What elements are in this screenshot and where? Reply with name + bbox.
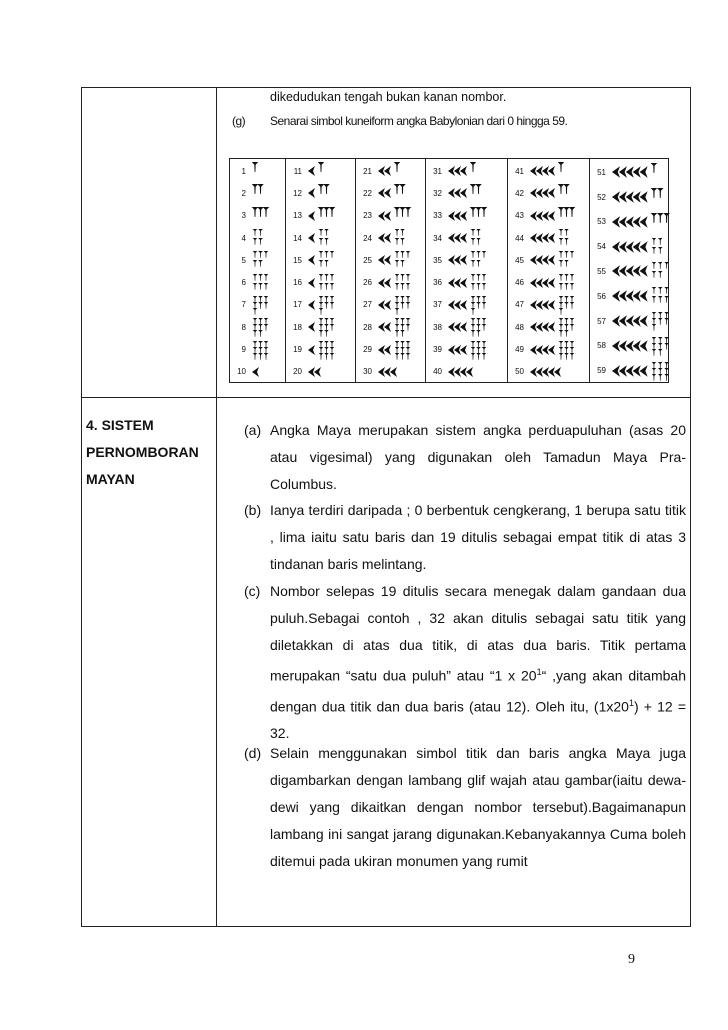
item-b-text: Ianya terdiri daripada ; 0 berbentuk cengkerang, 1 berupa satu titik , lima iaitu satu baris dan 19 ditulis sebagai empat titik di atas 3 tindanan baris melintang. — [270, 502, 686, 572]
cuneiform-cell — [426, 182, 491, 204]
item-g — [232, 114, 567, 128]
cuneiform-glyph-icon — [250, 362, 269, 382]
cuneiform-cell — [286, 272, 343, 294]
cuneiform-number: 46 — [515, 278, 524, 288]
cuneiform-number: 5 — [241, 255, 246, 265]
cuneiform-number: 4 — [241, 233, 246, 243]
cuneiform-cell — [590, 309, 683, 334]
item-d-label: (d) — [244, 745, 262, 761]
cuneiform-cell — [286, 361, 332, 383]
cuneiform-glyph-icon — [610, 187, 676, 207]
row-divider — [81, 397, 691, 398]
cuneiform-glyph-icon — [446, 206, 497, 226]
cuneiform-number: 45 — [515, 255, 524, 265]
cuneiform-glyph-icon — [610, 261, 683, 281]
section-title-line: 4. SISTEM — [86, 417, 154, 433]
cuneiform-number: 29 — [363, 345, 372, 355]
cuneiform-cell — [590, 160, 669, 185]
item-d-text: Selain menggunakan simbol titik dan baris angka Maya juga digambarkan dengan lambang glif wajah atau gambar(iaitu dewa-dewi yang dikaitkan dengan nombor tersebut).Bagaimanapun lambang ini sangat jarang digunakan.Kebanyakannya Cuma boleh ditemui pada ukiran monumen yang rumit — [270, 745, 686, 869]
cuneiform-glyph-icon — [376, 183, 414, 203]
cuneiform-number: 6 — [241, 278, 246, 288]
cuneiform-number: 38 — [433, 322, 442, 332]
cuneiform-glyph-icon — [376, 161, 408, 181]
cuneiform-number: 12 — [293, 188, 302, 198]
cuneiform-number: 15 — [293, 255, 302, 265]
cuneiform-glyph-icon — [306, 161, 331, 181]
cuneiform-number: 1 — [241, 166, 246, 176]
cuneiform-cell — [426, 316, 497, 338]
cuneiform-glyph-icon — [446, 362, 486, 382]
cuneiform-number: 59 — [597, 366, 606, 376]
cuneiform-cell — [356, 227, 420, 249]
cuneiform-glyph-icon — [306, 183, 337, 203]
cuneiform-glyph-icon — [306, 250, 343, 270]
column-divider — [216, 87, 217, 927]
item-c-text-3: ) + 12 = 32. — [270, 698, 687, 742]
cuneiform-number: 53 — [597, 217, 606, 227]
section-title-line: PERNOMBORAN — [86, 444, 199, 460]
cuneiform-cell — [590, 234, 683, 259]
cuneiform-cell — [590, 210, 683, 235]
cuneiform-number: 21 — [363, 166, 372, 176]
cuneiform-glyph-icon — [250, 317, 280, 337]
cuneiform-glyph-icon — [610, 286, 683, 306]
item-g-label: (g) — [232, 114, 246, 128]
cuneiform-cell — [286, 294, 343, 316]
cuneiform-glyph-icon — [446, 161, 485, 181]
cuneiform-cell — [230, 272, 280, 294]
cuneiform-cell — [426, 294, 497, 316]
cuneiform-number: 48 — [515, 322, 524, 332]
cuneiform-number: 16 — [293, 278, 302, 288]
item-a-text: Angka Maya merupakan sistem angka perduapuluhan (asas 20 atau vigesimal) yang digunakan oleh Tamadun Maya Pra-Columbus. — [270, 422, 686, 492]
cuneiform-number: 3 — [241, 211, 246, 221]
cuneiform-glyph-icon — [528, 228, 586, 248]
cuneiform-column — [230, 159, 286, 382]
cuneiform-cell — [508, 205, 586, 227]
cuneiform-cell — [230, 249, 280, 271]
cuneiform-cell — [508, 182, 580, 204]
item-c — [244, 578, 686, 747]
section-title-line: MAYAN — [86, 471, 135, 487]
cuneiform-cell — [508, 160, 574, 182]
cuneiform-cell — [230, 316, 280, 338]
cuneiform-number: 2 — [241, 188, 246, 198]
item-c-text — [270, 578, 686, 747]
cuneiform-cell — [356, 338, 420, 360]
cuneiform-number: 23 — [363, 211, 372, 221]
cuneiform-cell — [426, 338, 497, 360]
cuneiform-number: 47 — [515, 300, 524, 310]
cuneiform-cell — [426, 227, 497, 249]
cuneiform-cell — [426, 249, 497, 271]
cuneiform-number: 51 — [597, 167, 606, 177]
cuneiform-glyph-icon — [446, 295, 497, 315]
item-c-base: 20 — [521, 667, 537, 684]
cuneiform-cell — [230, 205, 280, 227]
cuneiform-cell — [286, 205, 343, 227]
cuneiform-glyph-icon — [610, 361, 683, 381]
cuneiform-glyph-icon — [376, 295, 420, 315]
cuneiform-number: 14 — [293, 233, 302, 243]
cuneiform-cell — [286, 182, 337, 204]
cuneiform-glyph-icon — [250, 340, 280, 360]
item-a — [244, 417, 686, 498]
cuneiform-cell — [426, 361, 486, 383]
cuneiform-cell — [230, 160, 268, 182]
cuneiform-number: 18 — [293, 322, 302, 332]
cuneiform-number: 19 — [293, 345, 302, 355]
cuneiform-glyph-icon — [376, 340, 420, 360]
item-c-base-2: 20 — [613, 698, 629, 715]
cuneiform-cell — [590, 284, 683, 309]
cuneiform-cell — [508, 294, 586, 316]
item-b — [244, 497, 686, 578]
cuneiform-number: 28 — [363, 322, 372, 332]
cuneiform-glyph-icon — [528, 250, 586, 270]
cuneiform-number: 58 — [597, 341, 606, 351]
cuneiform-number: 55 — [597, 266, 606, 276]
cuneiform-table — [229, 158, 669, 383]
cuneiform-number: 44 — [515, 233, 524, 243]
cuneiform-number: 22 — [363, 188, 372, 198]
cuneiform-number: 33 — [433, 211, 442, 221]
cuneiform-glyph-icon — [306, 295, 343, 315]
cuneiform-glyph-icon — [376, 228, 420, 248]
item-c-label: (c) — [244, 583, 261, 599]
cuneiform-cell — [286, 249, 343, 271]
cuneiform-number: 20 — [293, 367, 302, 377]
cuneiform-glyph-icon — [250, 161, 268, 181]
cuneiform-cell — [286, 338, 343, 360]
cuneiform-cell — [230, 182, 274, 204]
cuneiform-glyph-icon — [376, 362, 409, 382]
cuneiform-cell — [426, 205, 497, 227]
cuneiform-glyph-icon — [250, 206, 280, 226]
cuneiform-cell — [508, 227, 586, 249]
cuneiform-cell — [508, 272, 586, 294]
cuneiform-glyph-icon — [250, 228, 280, 248]
cuneiform-glyph-icon — [528, 317, 586, 337]
cuneiform-glyph-icon — [376, 317, 420, 337]
cuneiform-glyph-icon — [610, 162, 669, 182]
cuneiform-number: 26 — [363, 278, 372, 288]
page-number: 9 — [628, 952, 635, 967]
cuneiform-glyph-icon — [446, 317, 497, 337]
cuneiform-cell — [590, 185, 676, 210]
cuneiform-cell — [356, 160, 408, 182]
item-c-exponent-2: 1 — [628, 697, 634, 708]
cuneiform-number: 32 — [433, 188, 442, 198]
cuneiform-glyph-icon — [528, 362, 575, 382]
cuneiform-number: 34 — [433, 233, 442, 243]
cuneiform-glyph-icon — [528, 161, 574, 181]
cuneiform-glyph-icon — [306, 228, 343, 248]
cuneiform-number: 41 — [515, 166, 524, 176]
cuneiform-glyph-icon — [610, 336, 683, 356]
cuneiform-glyph-icon — [376, 250, 420, 270]
cuneiform-number: 30 — [363, 367, 372, 377]
item-b-label: (b) — [244, 502, 262, 518]
item-c-text-1: Nombor selepas 19 ditulis secara menegak dalam gandaan dua puluh.Sebagai contoh , 32 akan ditulis sebagai satu titik yang diletakkan di atas dua titik, di atas dua baris. Titik pertama merupakan “satu dua puluh” atau “1 x — [270, 583, 686, 684]
item-g-text: Senarai simbol kuneiform angka Babylonian dari 0 hingga 59. — [270, 114, 568, 128]
cuneiform-glyph-icon — [306, 340, 343, 360]
cuneiform-cell — [286, 316, 343, 338]
continuation-text: dikedudukan tengah bukan kanan nombor. — [270, 90, 507, 104]
item-c-text-2: “ ,yang akan ditambah dengan dua titik dan dua baris (atau 12). Oleh itu, (1x — [270, 667, 686, 715]
cuneiform-glyph-icon — [446, 228, 497, 248]
cuneiform-cell — [356, 294, 420, 316]
cuneiform-glyph-icon — [610, 212, 683, 232]
cuneiform-number: 9 — [241, 345, 246, 355]
cuneiform-cell — [356, 272, 420, 294]
cuneiform-glyph-icon — [306, 317, 343, 337]
cuneiform-column — [286, 159, 356, 382]
cuneiform-number: 52 — [597, 192, 606, 202]
cuneiform-glyph-icon — [250, 183, 274, 203]
cuneiform-glyph-icon — [528, 183, 580, 203]
cuneiform-cell — [508, 249, 586, 271]
cuneiform-glyph-icon — [376, 206, 420, 226]
cuneiform-glyph-icon — [528, 273, 586, 293]
item-d — [244, 740, 686, 875]
cuneiform-cell — [508, 338, 586, 360]
item-c-exponent: 1 — [536, 667, 542, 677]
cuneiform-column — [426, 159, 508, 382]
cuneiform-glyph-icon — [610, 237, 683, 257]
cuneiform-cell — [590, 358, 683, 383]
cuneiform-glyph-icon — [306, 206, 343, 226]
cuneiform-number: 39 — [433, 345, 442, 355]
cuneiform-cell — [286, 227, 343, 249]
cuneiform-number: 8 — [241, 322, 246, 332]
cuneiform-number: 40 — [433, 367, 442, 377]
cuneiform-number: 10 — [237, 367, 246, 377]
cuneiform-glyph-icon — [610, 311, 683, 331]
cuneiform-glyph-icon — [446, 183, 491, 203]
cuneiform-number: 35 — [433, 255, 442, 265]
cuneiform-number: 31 — [433, 166, 442, 176]
cuneiform-glyph-icon — [250, 250, 280, 270]
cuneiform-cell — [508, 316, 586, 338]
cuneiform-number: 50 — [515, 367, 524, 377]
cuneiform-column — [590, 159, 670, 382]
cuneiform-glyph-icon — [528, 340, 586, 360]
cuneiform-number: 49 — [515, 345, 524, 355]
cuneiform-number: 27 — [363, 300, 372, 310]
cuneiform-column — [356, 159, 426, 382]
cuneiform-glyph-icon — [250, 273, 280, 293]
cuneiform-cell — [590, 333, 683, 358]
cuneiform-glyph-icon — [446, 250, 497, 270]
cuneiform-glyph-icon — [306, 273, 343, 293]
cuneiform-number: 11 — [293, 166, 302, 176]
cuneiform-number: 25 — [363, 255, 372, 265]
cuneiform-cell — [356, 182, 414, 204]
cuneiform-column — [508, 159, 590, 382]
cuneiform-number: 42 — [515, 188, 524, 198]
cuneiform-number: 54 — [597, 242, 606, 252]
cuneiform-number: 7 — [241, 300, 246, 310]
cuneiform-glyph-icon — [250, 295, 280, 315]
cuneiform-cell — [356, 316, 420, 338]
cuneiform-glyph-icon — [446, 273, 497, 293]
cuneiform-cell — [230, 361, 269, 383]
cuneiform-number: 56 — [597, 291, 606, 301]
cuneiform-number: 24 — [363, 233, 372, 243]
cuneiform-number: 13 — [293, 211, 302, 221]
cuneiform-number: 36 — [433, 278, 442, 288]
cuneiform-number: 57 — [597, 316, 606, 326]
cuneiform-cell — [230, 294, 280, 316]
cuneiform-cell — [508, 361, 575, 383]
cuneiform-cell — [356, 205, 420, 227]
cuneiform-cell — [230, 338, 280, 360]
cuneiform-glyph-icon — [376, 273, 420, 293]
item-a-label: (a) — [244, 422, 262, 438]
cuneiform-number: 43 — [515, 211, 524, 221]
cuneiform-number: 17 — [293, 300, 302, 310]
cuneiform-number: 37 — [433, 300, 442, 310]
cuneiform-glyph-icon — [528, 206, 586, 226]
cuneiform-cell — [230, 227, 280, 249]
cuneiform-glyph-icon — [446, 340, 497, 360]
cuneiform-cell — [286, 160, 331, 182]
cuneiform-cell — [590, 259, 683, 284]
cuneiform-cell — [426, 272, 497, 294]
cuneiform-cell — [356, 249, 420, 271]
cuneiform-glyph-icon — [306, 362, 332, 382]
cuneiform-cell — [356, 361, 409, 383]
cuneiform-glyph-icon — [528, 295, 586, 315]
cuneiform-cell — [426, 160, 485, 182]
